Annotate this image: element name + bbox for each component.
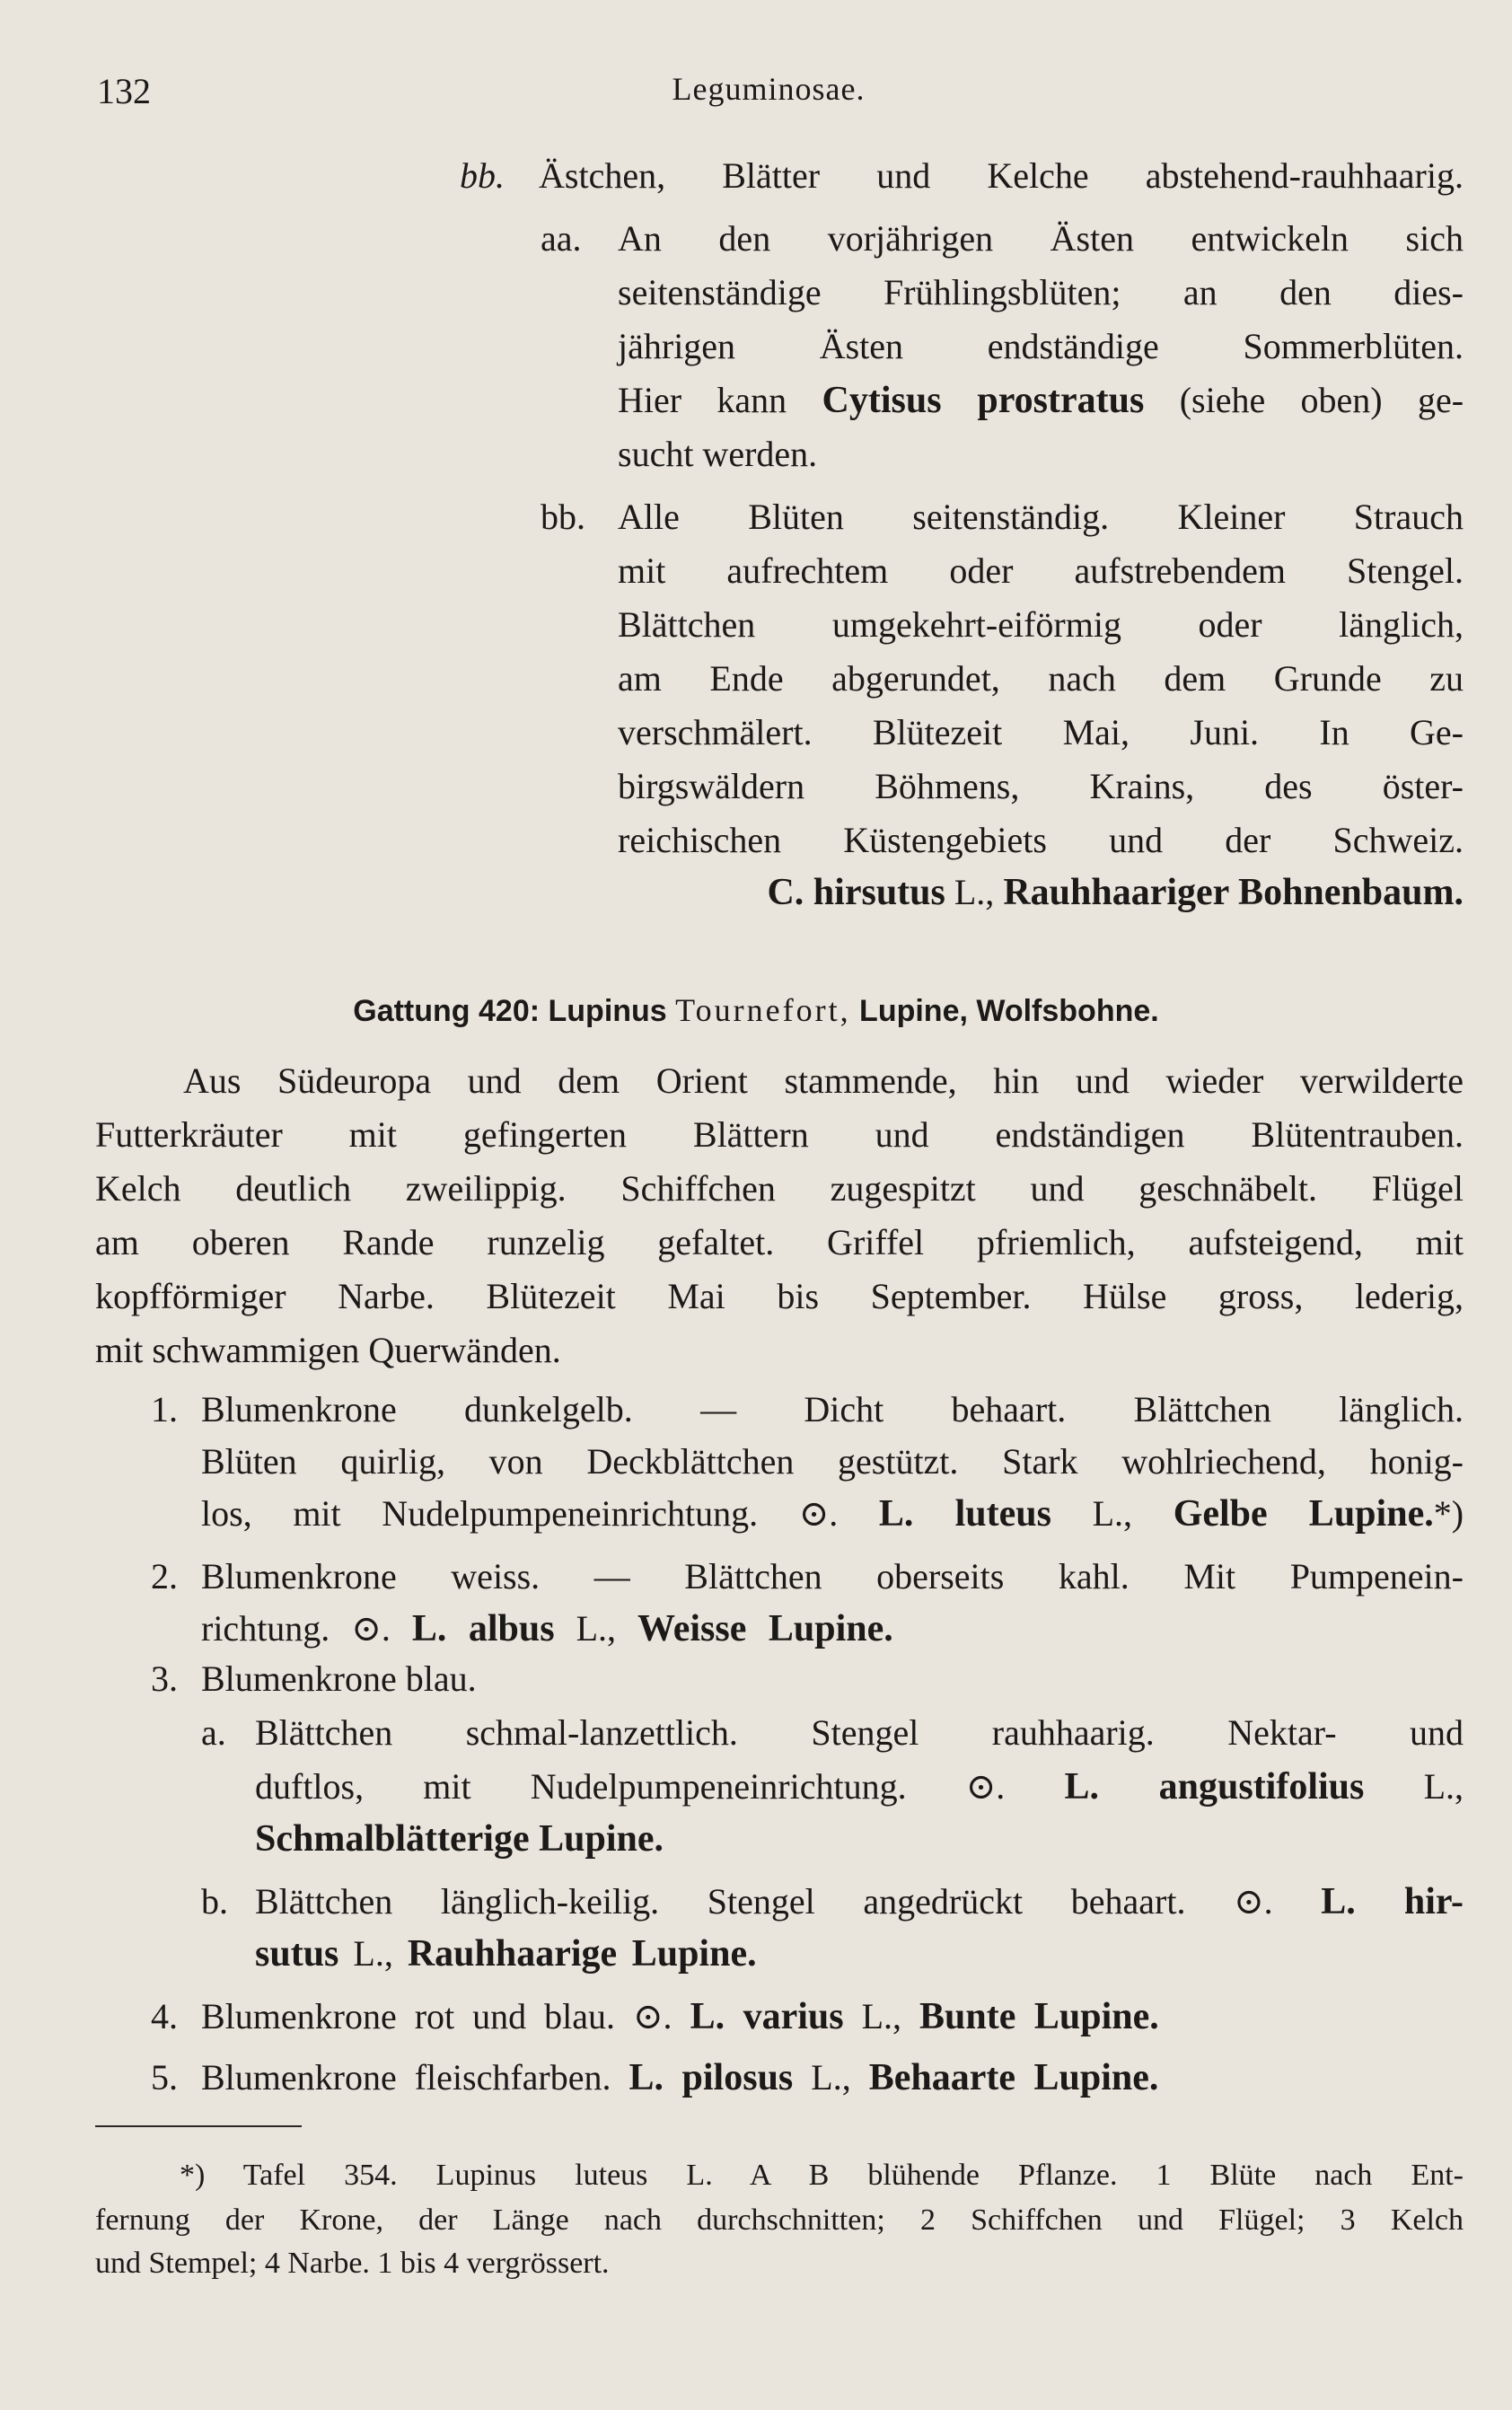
text: Blumenkrone rot und blau. ⊙.: [201, 1996, 672, 2036]
common-name: Schmalblätterige Lupine.: [255, 1818, 664, 1860]
key-number: 5.: [151, 2057, 178, 2098]
common-name: Gelbe Lupine.: [1173, 1493, 1434, 1535]
text: duftlos, mit Nudelpumpeneinrichtung. ⊙.: [255, 1766, 1006, 1807]
key-label-aa: aa.: [541, 218, 582, 259]
key-line: mit aufrechtem oder aufstrebendem Stengel.: [618, 550, 1464, 591]
species-name: C. hirsutus: [767, 872, 945, 913]
genus-prefix: Gattung 420:: [353, 994, 541, 1028]
author: L.,: [1092, 1493, 1133, 1534]
genus-heading: [0, 991, 1512, 1029]
key-line: Blumenkrone weiss. — Blättchen oberseits kahl. Mit Pumpenein-: [201, 1556, 1464, 1596]
key-line: [255, 1817, 664, 1860]
text: Blättchen länglich-keilig. Stengel angedrückt behaart. ⊙.: [255, 1881, 1273, 1922]
species-name: L. pilosus: [629, 2057, 794, 2098]
key-line: Blättchen schmal-lanzettlich. Stengel rauhhaarig. Nektar- und: [255, 1712, 1464, 1753]
footnote-rule: [95, 2125, 302, 2127]
key-line: jährigen Ästen endständige Sommerblüten.: [618, 326, 1464, 366]
description-line: Kelch deutlich zweilippig. Schiffchen zugespitzt und geschnäbelt. Flügel: [95, 1168, 1464, 1209]
page-number: 132: [97, 71, 151, 111]
key-letter: b.: [201, 1881, 228, 1922]
species-name: sutus: [255, 1933, 339, 1975]
key-line: Blumenkrone blau.: [201, 1658, 477, 1699]
species-name: L. albus: [411, 1608, 555, 1649]
key-number: 1.: [151, 1389, 178, 1429]
key-line: seitenständige Frühlingsblüten; an den dies-: [618, 272, 1464, 312]
species-name: L. angustifolius: [1064, 1766, 1365, 1808]
key-line: [201, 2056, 1158, 2099]
key-line: Alle Blüten seitenständig. Kleiner Strauch: [618, 497, 1464, 537]
footnote-line: und Stempel; 4 Narbe. 1 bis 4 vergrössert.: [95, 2247, 610, 2280]
author: L.,: [861, 1996, 902, 2036]
text: (siehe oben) ge-: [1179, 380, 1464, 420]
text: Hier kann: [618, 380, 787, 420]
footnote-line: fernung der Krone, der Länge nach durchschnitten; 2 Schiffchen und Flügel; 3 Kelch: [95, 2203, 1464, 2237]
key-line: Blumenkrone dunkelgelb. — Dicht behaart. Blättchen länglich.: [201, 1389, 1464, 1429]
footnote-ref: *): [1433, 1493, 1464, 1534]
description-line: Aus Südeuropa und dem Orient stammende, hin und wieder verwilderte: [183, 1060, 1464, 1101]
text: richtung. ⊙.: [201, 1608, 391, 1649]
footnote-line: *) Tafel 354. Lupinus luteus L. A B blühende Pflanze. 1 Blüte nach Ent-: [180, 2159, 1464, 2192]
key-line: sucht werden.: [618, 434, 818, 474]
common-name: Rauhhaariger Bohnenbaum.: [1003, 872, 1464, 913]
description-line: am oberen Rande runzelig gefaltet. Griffel pfriemlich, aufsteigend, mit: [95, 1222, 1464, 1262]
species-name: Cytisus prostratus: [822, 380, 1145, 421]
running-head: [97, 70, 1440, 124]
author: L.,: [954, 872, 995, 912]
key-number: 2.: [151, 1556, 178, 1596]
key-line: reichischen Küstengebiets und der Schweiz.: [618, 820, 1464, 860]
key-line: am Ende abgerundet, nach dem Grunde zu: [618, 658, 1464, 699]
key-line: [255, 1932, 757, 1975]
key-line: Blüten quirlig, von Deckblättchen gestützt. Stark wohlriechend, honig-: [201, 1441, 1464, 1482]
key-number: 4.: [151, 1996, 178, 2036]
key-line: [201, 1995, 1159, 2038]
species-name: L. varius: [690, 1996, 844, 2037]
species-name: L. luteus: [878, 1493, 1051, 1535]
key-label-bb: bb.: [460, 155, 505, 196]
key-line: birgswäldern Böhmens, Krains, des öster-: [618, 766, 1464, 806]
description-line: Futterkräuter mit gefingerten Blättern und endständigen Blütentrauben.: [95, 1114, 1464, 1155]
species-name: L. hir-: [1321, 1881, 1464, 1922]
running-title: Leguminosae.: [672, 71, 866, 107]
text: Blumenkrone fleischfarben.: [201, 2057, 611, 2098]
common-name: Weisse Lupine.: [637, 1608, 893, 1649]
key-line: Ästchen, Blätter und Kelche abstehend-rauhhaarig.: [539, 155, 1464, 196]
species-line: [767, 871, 1464, 914]
key-number: 3.: [151, 1658, 178, 1699]
author: L.,: [811, 2057, 851, 2098]
key-line: An den vorjährigen Ästen entwickeln sich: [618, 218, 1464, 259]
common-name: Rauhhaarige Lupine.: [407, 1933, 757, 1975]
key-line: verschmälert. Blütezeit Mai, Juni. In Ge-: [618, 712, 1464, 752]
genus-common: Lupine, Wolfsbohne.: [859, 994, 1159, 1028]
common-name: Bunte Lupine.: [919, 1996, 1159, 2037]
text: los, mit Nudelpumpeneinrichtung. ⊙.: [201, 1493, 839, 1534]
genus-author: Tournefort,: [675, 992, 851, 1028]
key-line: Blättchen umgekehrt-eiförmig oder länglich,: [618, 604, 1464, 645]
key-line: [255, 1880, 1464, 1923]
description-line: mit schwammigen Querwänden.: [95, 1330, 561, 1370]
key-line: [201, 1492, 1464, 1535]
key-letter: a.: [201, 1712, 226, 1753]
key-line: [618, 379, 1464, 422]
key-line: [201, 1607, 893, 1650]
key-line: [255, 1765, 1464, 1808]
genus-name: Lupinus: [548, 994, 667, 1028]
author: L.,: [1423, 1766, 1464, 1807]
common-name: Behaarte Lupine.: [868, 2057, 1159, 2098]
description-line: kopfförmiger Narbe. Blütezeit Mai bis September. Hülse gross, lederig,: [95, 1276, 1464, 1316]
author: L.,: [576, 1608, 617, 1649]
key-label-bb: bb.: [541, 497, 585, 537]
author: L.,: [353, 1933, 393, 1974]
